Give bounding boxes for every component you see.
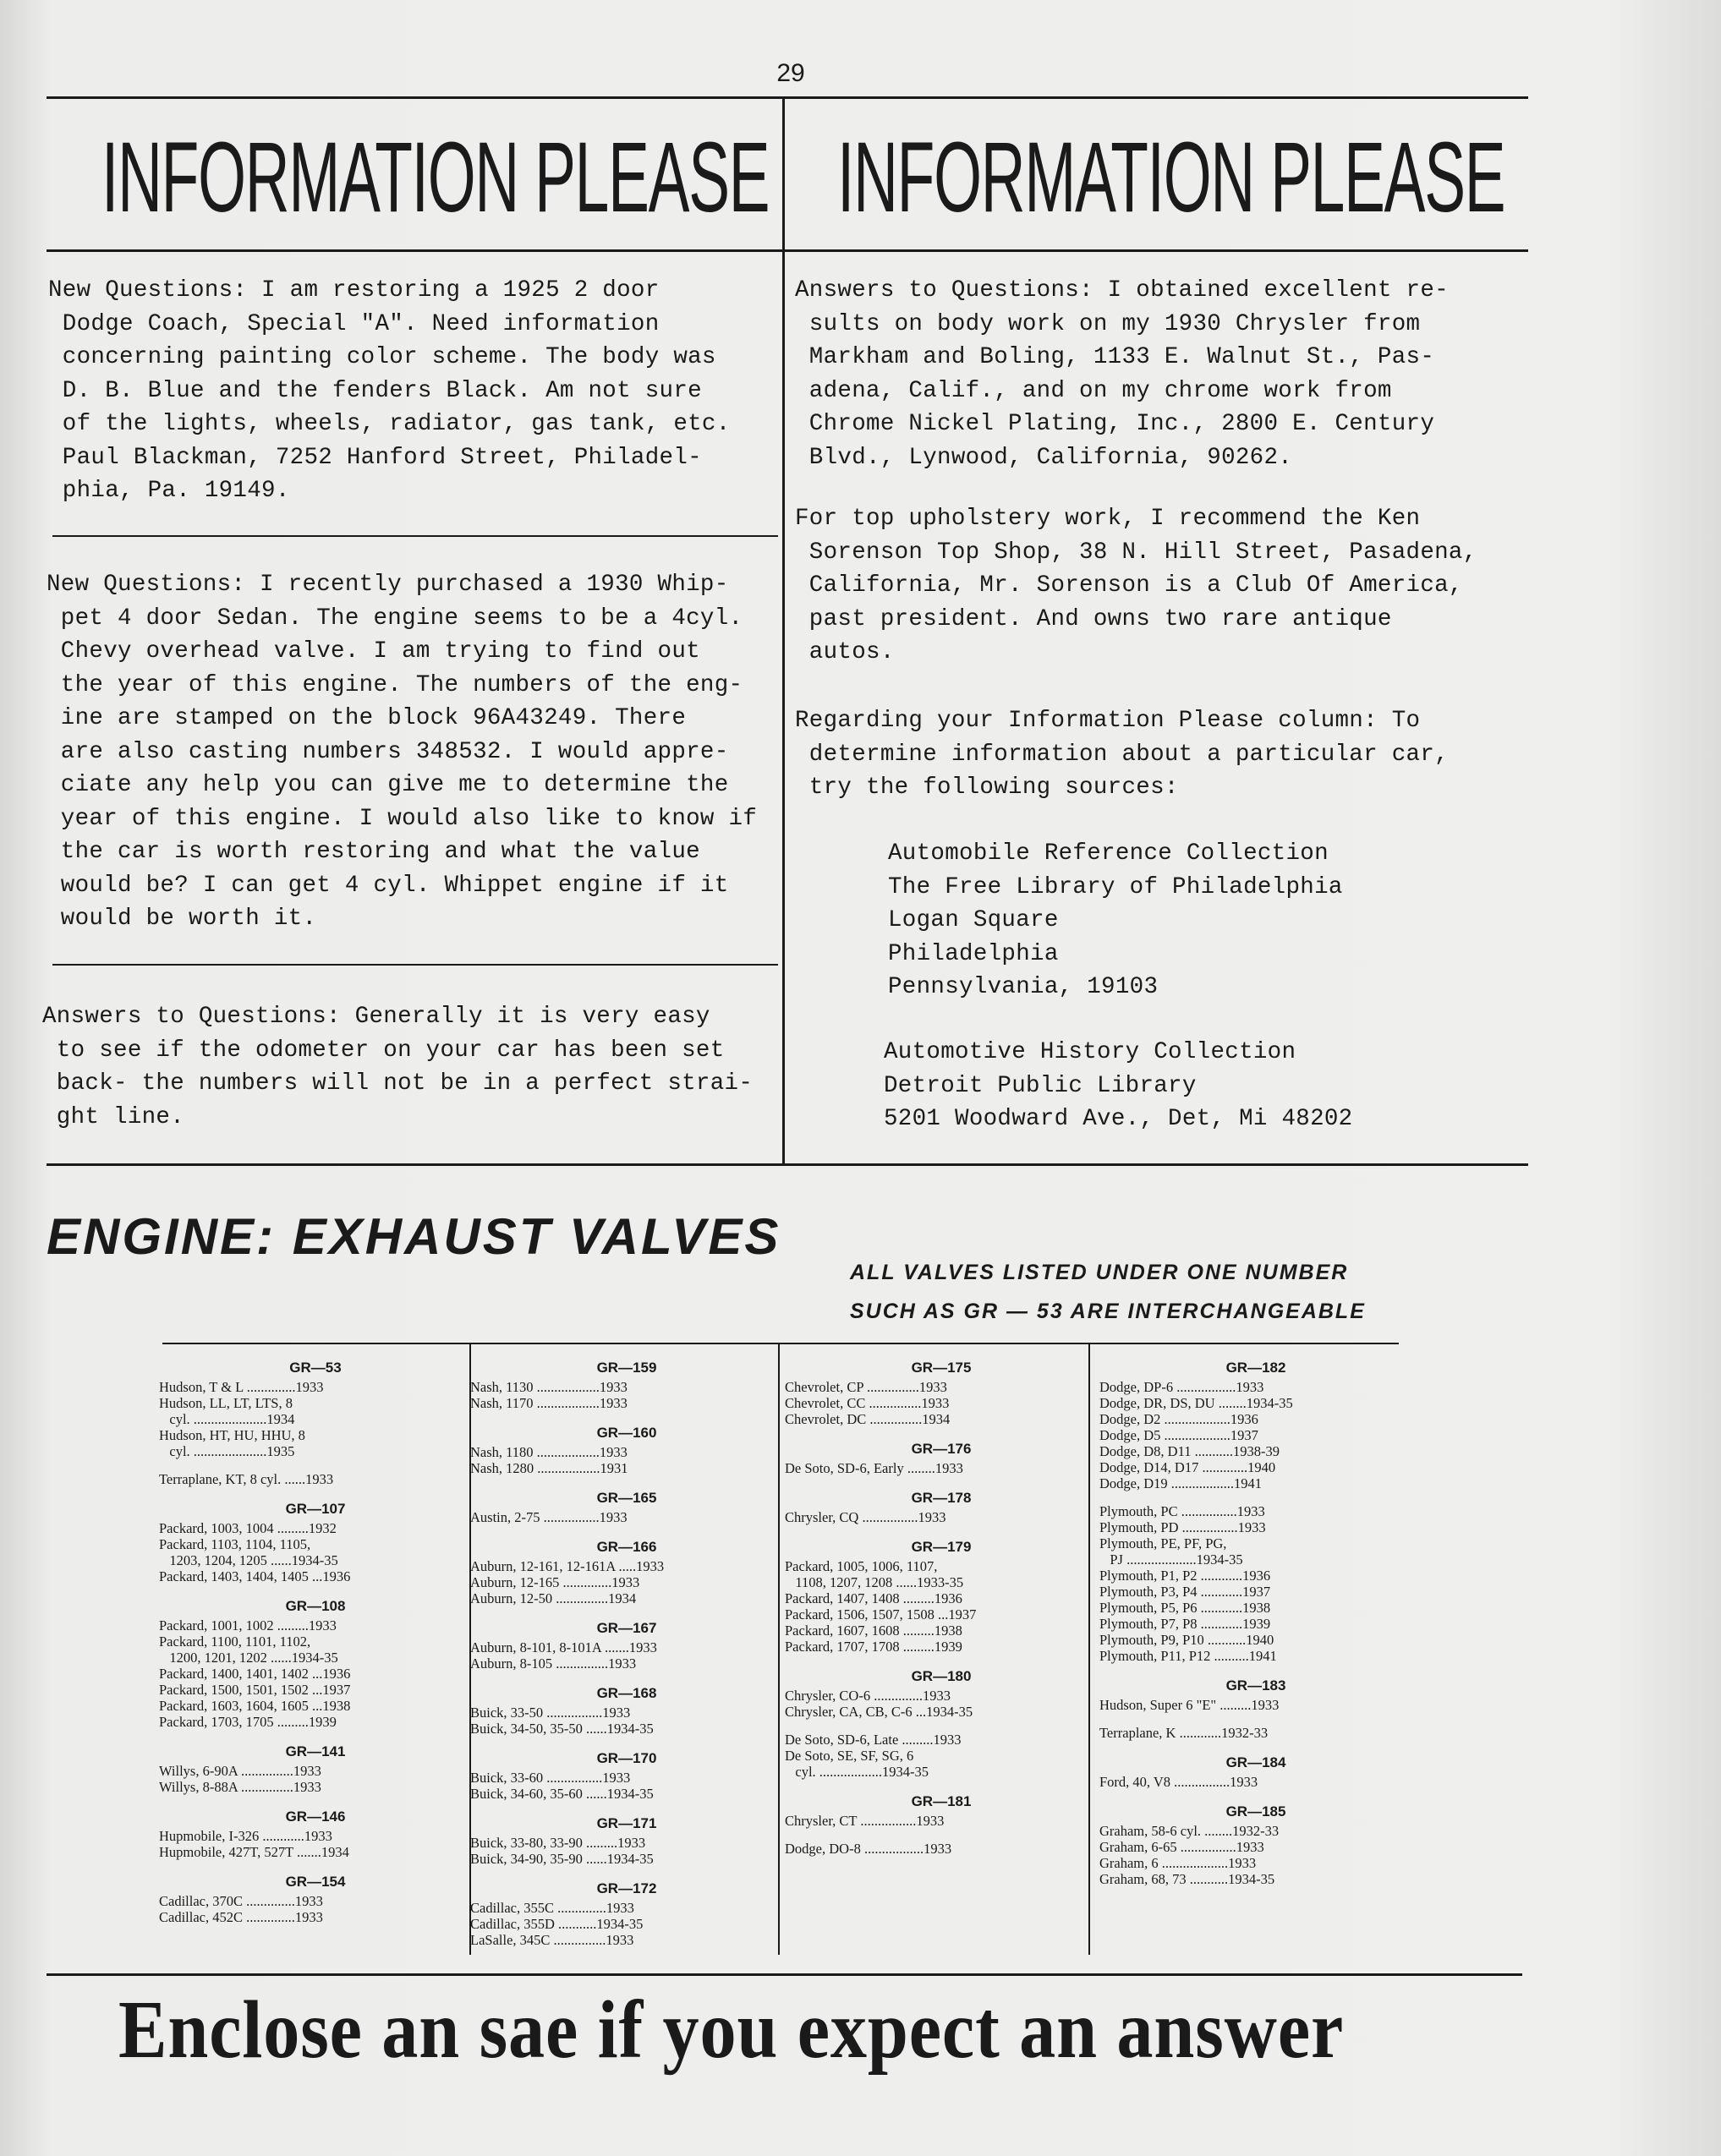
section-rule [47,1163,1528,1166]
valve-row: PJ ....................1934-35 [1099,1551,1243,1568]
valve-row: Dodge, DP-6 .................1933 [1099,1379,1264,1395]
valve-row-spacer [1099,1713,1412,1725]
valve-row: Graham, 6 ...................1933 [1099,1855,1257,1871]
valve-row: Nash, 1130 ..................1933 [470,1379,628,1395]
valve-row: Buick, 33-50 ................1933 [470,1705,631,1721]
valve-row-spacer [1099,1491,1412,1503]
valve-group-heading: GR—165 [596,1490,657,1506]
valve-row: Chrysler, CA, CB, C-6 ...1934-35 [785,1704,973,1720]
footer-notice: Enclose an sae if you expect an answer [118,1984,1345,2076]
address-detroit-library: Automotive History Collection Detroit Public Library 5201 Woodward Ave., Det, Mi 48202 [884,1039,1353,1132]
valve-row: Graham, 6-65 ................1933 [1099,1839,1264,1855]
valve-row: 1200, 1201, 1202 ......1934-35 [159,1650,338,1666]
valve-row: De Soto, SD-6, Late .........1933 [785,1732,962,1748]
valve-row: Plymouth, P7, P8 ............1939 [1099,1616,1271,1632]
valve-row: Packard, 1703, 1705 .........1939 [159,1714,337,1730]
valve-group-heading: GR—141 [285,1743,346,1759]
valve-row: LaSalle, 345C ...............1933 [470,1932,634,1948]
left-divider-1 [52,535,778,537]
left-answer: Answers to Questions: Generally it is very easy to see if the odometer on your car has been set back- the numbers will not be in a perfect strai- ght line. [42,1004,754,1130]
valve-row: Auburn, 8-101, 8-101A .......1933 [470,1639,657,1655]
valve-row: Packard, 1407, 1408 .........1936 [785,1590,962,1606]
valve-row: Buick, 34-50, 35-50 ......1934-35 [470,1721,654,1737]
valve-row: Plymouth, P11, P12 ..........1941 [1099,1648,1277,1664]
valve-row: Plymouth, PD ................1933 [1099,1519,1266,1535]
valve-row: Plymouth, P1, P2 ............1936 [1099,1568,1271,1584]
valve-row: Packard, 1607, 1608 .........1938 [785,1622,962,1639]
valve-row: Buick, 33-80, 33-90 .........1933 [470,1835,646,1851]
valve-group-heading: GR—176 [911,1441,972,1457]
valve-column-1 [159,1351,472,1925]
valve-row-spacer [785,1720,1098,1732]
valve-row-spacer [159,1459,472,1471]
valve-row: Packard, 1103, 1104, 1105, [159,1536,311,1552]
valve-row: Graham, 68, 73 ...........1934-35 [1099,1871,1275,1887]
valve-row: Hudson, T & L ..............1933 [159,1379,324,1395]
valve-group-heading: GR—180 [911,1668,972,1684]
valve-group-heading: GR—168 [596,1685,657,1701]
valve-row: De Soto, SE, SF, SG, 6 [785,1748,914,1764]
valve-row: Chevrolet, CP ...............1933 [785,1379,947,1395]
valve-row: Plymouth, P9, P10 ...........1940 [1099,1632,1274,1648]
valve-row: cyl. .....................1935 [159,1443,295,1459]
valve-row: 1203, 1204, 1205 ......1934-35 [159,1552,338,1568]
valve-row: Dodge, D19 ..................1941 [1099,1475,1263,1491]
address-free-library: Automobile Reference Collection The Free Library of Philadelphia Logan Square Philadelphia Pennsylvania, 19103 [888,840,1343,1000]
valve-row: Chrysler, CO-6 ..............1933 [785,1688,951,1704]
valve-row: Buick, 34-90, 35-90 ......1934-35 [470,1851,654,1867]
valve-group-heading: GR—170 [596,1750,657,1766]
valve-row: Packard, 1603, 1604, 1605 ...1938 [159,1698,351,1714]
valve-row: Buick, 33-60 ................1933 [470,1770,631,1786]
valve-row: Auburn, 12-165 ..............1933 [470,1574,640,1590]
valve-row: Chrysler, CQ ................1933 [785,1509,946,1525]
valve-group-heading: GR—181 [911,1793,972,1809]
valve-row: Chrysler, CT ................1933 [785,1813,945,1829]
left-question-2: New Questions: I recently purchased a 1930 Whip- pet 4 door Sedan. The engine seems to be a 4cyl. Chevy overhead valve. I am trying to find out the year of this engine. The numbers of the eng- ine are stamped on the block 96A43249. There are also casting numbers 348532. I would appre- ciate any help you can give me to determine the year of this engine. I would also like to know if the car is worth restoring and what the value would be? I can get 4 cyl. Whippet engine if it would be worth it. [47,572,758,932]
valve-row: Cadillac, 370C ..............1933 [159,1893,323,1909]
valve-group-heading: GR—160 [596,1425,657,1441]
masthead-right: INFORMATION PLEASE [837,122,1505,233]
masthead-left: INFORMATION PLEASE [101,122,770,233]
valve-column-2 [470,1351,783,1948]
valve-row: Chevrolet, DC ...............1934 [785,1411,951,1427]
valve-row: cyl. .....................1934 [159,1411,295,1427]
valve-row: Packard, 1400, 1401, 1402 ...1936 [159,1666,351,1682]
valve-row: Ford, 40, V8 ................1933 [1099,1774,1258,1790]
left-question-1: New Questions: I am restoring a 1925 2 door Dodge Coach, Special "A". Need information concerning painting color scheme. The body was D. B. Blue and the fenders Black. Am not sure of the lights, wheels, radiator, gas tank, etc. Paul Blackman, 7252 Hanford Street, Philadel- phia, Pa. 19149. [48,277,731,504]
valve-row: Dodge, D8, D11 ...........1938-39 [1099,1443,1280,1459]
right-answer-3: Regarding your Information Please column: To determine information about a particular car, try the following sources: [795,708,1449,801]
valve-row: Graham, 58-6 cyl. ........1932-33 [1099,1823,1280,1839]
valve-row: Plymouth, P3, P4 ............1937 [1099,1584,1271,1600]
valve-group-heading: GR—107 [285,1501,346,1517]
valve-row: Packard, 1403, 1404, 1405 ...1936 [159,1568,351,1584]
valve-row: Packard, 1100, 1101, 1102, [159,1633,311,1650]
valve-row: Packard, 1001, 1002 .........1933 [159,1617,337,1633]
top-rule [47,96,1528,99]
valve-row: Hudson, HT, HU, HHU, 8 [159,1427,305,1443]
valve-group-heading: GR—159 [596,1360,657,1376]
column-divider [782,96,785,1163]
valve-row: Dodge, DR, DS, DU ........1934-35 [1099,1395,1293,1411]
valve-row: Auburn, 8-105 ...............1933 [470,1655,637,1672]
valve-row: Nash, 1280 ..................1931 [470,1460,628,1476]
valve-group-heading: GR—146 [285,1809,346,1825]
valve-group-heading: GR—185 [1225,1803,1286,1819]
valve-group-heading: GR—154 [285,1874,346,1890]
valve-group-heading: GR—175 [911,1360,972,1376]
engine-section-title: ENGINE: EXHAUST VALVES [47,1208,781,1265]
valve-row: Nash, 1180 ..................1933 [470,1444,628,1460]
valve-group-heading: GR—182 [1225,1360,1286,1376]
valve-row: Dodge, D2 ...................1936 [1099,1411,1258,1427]
table-top-rule [162,1343,1399,1344]
valve-row: Nash, 1170 ..................1933 [470,1395,628,1411]
valve-row: cyl. ..................1934-35 [785,1764,929,1780]
valve-group-heading: GR—183 [1225,1677,1286,1694]
valve-group-heading: GR—179 [911,1539,972,1555]
valve-row: Austin, 2-75 ................1933 [470,1509,628,1525]
right-answer-1: Answers to Questions: I obtained excellent re- sults on body work on my 1930 Chrysler from Markham and Boling, 1133 E. Walnut St., Pas- adena, Calif., and on my chrome work from Chrome Nickel Plating, Inc., 2800 E. Century Blvd., Lynwood, California, 90262. [795,277,1449,471]
valve-row: 1108, 1207, 1208 ......1933-35 [785,1574,964,1590]
interchangeable-note-line-2: SUCH AS GR — 53 ARE INTERCHANGEABLE [850,1300,1366,1323]
valve-row: Dodge, D5 ...................1937 [1099,1427,1258,1443]
valve-row: Plymouth, PE, PF, PG, [1099,1535,1227,1551]
valve-row: Cadillac, 452C ..............1933 [159,1909,323,1925]
interchangeable-note-line-1: ALL VALVES LISTED UNDER ONE NUMBER [850,1261,1349,1284]
valve-group-heading: GR—166 [596,1539,657,1555]
page-number: 29 [776,59,805,87]
valve-row: De Soto, SD-6, Early ........1933 [785,1460,963,1476]
valve-row: Buick, 34-60, 35-60 ......1934-35 [470,1786,654,1802]
valve-column-3 [785,1351,1098,1857]
valve-row: Packard, 1500, 1501, 1502 ...1937 [159,1682,351,1698]
valve-row: Cadillac, 355C ..............1933 [470,1900,634,1916]
valve-row: Packard, 1707, 1708 .........1939 [785,1639,962,1655]
valve-row: Packard, 1005, 1006, 1107, [785,1558,938,1574]
valve-row: Hudson, LL, LT, LTS, 8 [159,1395,293,1411]
valve-row: Hupmobile, 427T, 527T .......1934 [159,1844,349,1860]
valve-row-spacer [785,1829,1098,1841]
left-divider-2 [52,964,778,966]
valve-row: Terraplane, K ............1932-33 [1099,1725,1269,1741]
valve-group-heading: GR—184 [1225,1754,1286,1770]
valve-row: Terraplane, KT, 8 cyl. ......1933 [159,1471,334,1487]
valve-row: Cadillac, 355D ...........1934-35 [470,1916,644,1932]
valve-group-heading: GR—172 [596,1880,657,1896]
valve-row: Dodge, D14, D17 .............1940 [1099,1459,1276,1475]
valve-row: Plymouth, P5, P6 ............1938 [1099,1600,1271,1616]
valve-row: Chevrolet, CC ...............1933 [785,1395,950,1411]
valve-row: Plymouth, PC ................1933 [1099,1503,1265,1519]
valve-row: Dodge, DO-8 .................1933 [785,1841,952,1857]
valve-row: Auburn, 12-161, 12-161A .....1933 [470,1558,665,1574]
valve-group-heading: GR—171 [596,1815,657,1831]
footer-rule [47,1973,1522,1976]
valve-group-heading: GR—53 [289,1360,342,1376]
valve-column-4 [1099,1351,1412,1887]
right-answer-2: For top upholstery work, I recommend the Ken Sorenson Top Shop, 38 N. Hill Street, Pasadena, California, Mr. Sorenson is a Club Of America, past president. And owns two rare antique autos. [795,506,1477,665]
valve-row: Auburn, 12-50 ...............1934 [470,1590,637,1606]
valve-group-heading: GR—178 [911,1490,972,1506]
interchangeable-note [850,1253,1366,1331]
valve-group-heading: GR—108 [285,1598,346,1614]
valve-row: Willys, 6-90A ...............1933 [159,1763,321,1779]
valve-row: Willys, 8-88A ...............1933 [159,1779,321,1795]
valve-row: Hupmobile, I-326 ............1933 [159,1828,332,1844]
masthead-rule [47,249,1528,252]
valve-row: Packard, 1506, 1507, 1508 ...1937 [785,1606,977,1622]
valve-row: Hudson, Super 6 "E" .........1933 [1099,1697,1280,1713]
valve-group-heading: GR—167 [596,1620,657,1636]
valve-row: Packard, 1003, 1004 .........1932 [159,1520,337,1536]
